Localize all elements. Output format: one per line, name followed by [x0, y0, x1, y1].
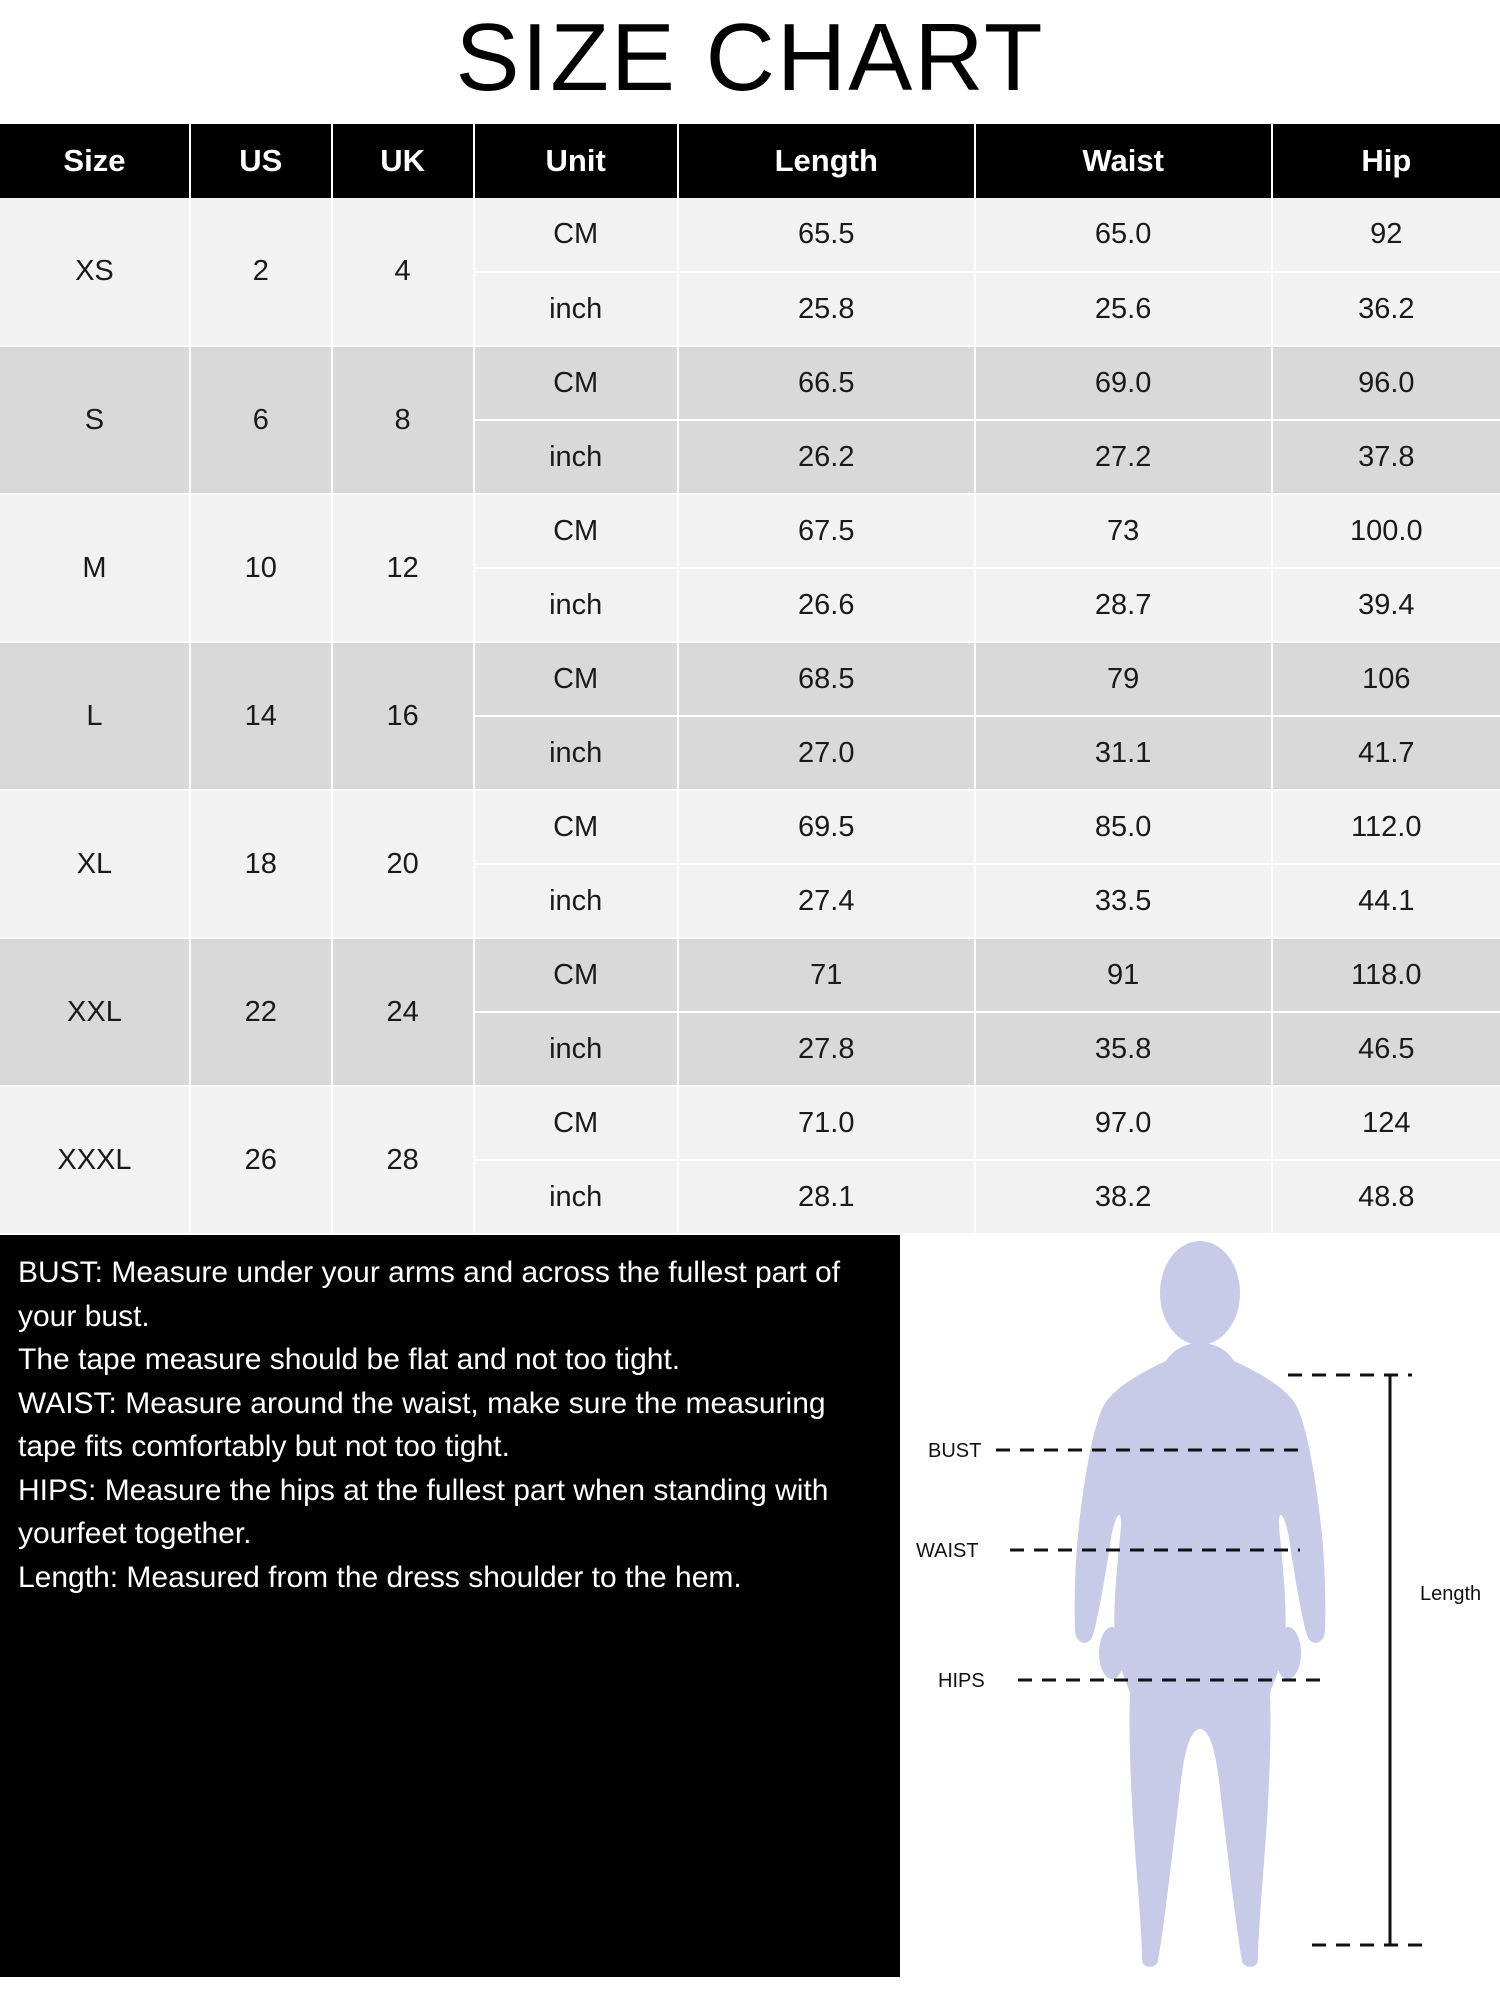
cell-unit: CM: [474, 198, 678, 272]
cell-hip: 41.7: [1272, 716, 1500, 790]
table-row: [0, 642, 1500, 716]
cell-unit: inch: [474, 568, 678, 642]
cell-unit: CM: [474, 938, 678, 1012]
cell-unit: inch: [474, 716, 678, 790]
cell-uk: 20: [332, 790, 474, 938]
measure-instructions-section: [0, 1235, 1500, 1977]
col-header-hip: Hip: [1272, 124, 1500, 198]
table-row: [0, 198, 1500, 272]
table-row: [0, 938, 1500, 1012]
cell-length: 27.4: [678, 864, 975, 938]
note-length: Length: Measured from the dress shoulder to the hem.: [18, 1560, 742, 1594]
cell-size: XXL: [0, 938, 190, 1086]
col-header-waist: Waist: [975, 124, 1272, 198]
cell-unit: CM: [474, 346, 678, 420]
cell-length: 69.5: [678, 790, 975, 864]
cell-waist: 35.8: [975, 1012, 1272, 1086]
cell-length: 27.8: [678, 1012, 975, 1086]
size-chart-table: [0, 124, 1500, 1235]
table-header-row: [0, 124, 1500, 198]
cell-hip: 92: [1272, 198, 1500, 272]
cell-waist: 25.6: [975, 272, 1272, 346]
cell-waist: 31.1: [975, 716, 1272, 790]
cell-uk: 28: [332, 1086, 474, 1234]
table-row: [0, 346, 1500, 420]
figure-label-length: Length: [1420, 1583, 1482, 1605]
body-measure-diagram: [900, 1235, 1500, 1977]
cell-us: 6: [190, 346, 332, 494]
col-header-length: Length: [678, 124, 975, 198]
cell-waist: 33.5: [975, 864, 1272, 938]
cell-hip: 39.4: [1272, 568, 1500, 642]
cell-hip: 44.1: [1272, 864, 1500, 938]
cell-waist: 85.0: [975, 790, 1272, 864]
cell-size: L: [0, 642, 190, 790]
cell-waist: 28.7: [975, 568, 1272, 642]
cell-length: 65.5: [678, 198, 975, 272]
table-row: [0, 1086, 1500, 1160]
cell-waist: 97.0: [975, 1086, 1272, 1160]
cell-unit: CM: [474, 642, 678, 716]
cell-uk: 24: [332, 938, 474, 1086]
cell-us: 18: [190, 790, 332, 938]
cell-size: S: [0, 346, 190, 494]
cell-us: 22: [190, 938, 332, 1086]
cell-length: 71.0: [678, 1086, 975, 1160]
cell-hip: 106: [1272, 642, 1500, 716]
cell-length: 71: [678, 938, 975, 1012]
cell-uk: 16: [332, 642, 474, 790]
col-header-us: US: [190, 124, 332, 198]
cell-waist: 38.2: [975, 1160, 1272, 1234]
cell-length: 68.5: [678, 642, 975, 716]
cell-waist: 79: [975, 642, 1272, 716]
note-tape: The tape measure should be flat and not too tight.: [18, 1343, 681, 1376]
female-silhouette-icon: [1075, 1241, 1326, 1967]
cell-length: 28.1: [678, 1160, 975, 1234]
cell-hip: 100.0: [1272, 494, 1500, 568]
cell-unit: CM: [474, 1086, 678, 1160]
col-header-uk: UK: [332, 124, 474, 198]
figure-label-waist: WAIST: [916, 1540, 979, 1562]
cell-us: 14: [190, 642, 332, 790]
cell-hip: 96.0: [1272, 346, 1500, 420]
cell-waist: 73: [975, 494, 1272, 568]
cell-unit: inch: [474, 864, 678, 938]
cell-length: 25.8: [678, 272, 975, 346]
cell-waist: 65.0: [975, 198, 1272, 272]
cell-waist: 91: [975, 938, 1272, 1012]
cell-hip: 48.8: [1272, 1160, 1500, 1234]
cell-hip: 36.2: [1272, 272, 1500, 346]
cell-unit: CM: [474, 790, 678, 864]
cell-length: 66.5: [678, 346, 975, 420]
cell-hip: 37.8: [1272, 420, 1500, 494]
cell-size: XXXL: [0, 1086, 190, 1234]
table-row: [0, 790, 1500, 864]
cell-unit: inch: [474, 420, 678, 494]
cell-uk: 8: [332, 346, 474, 494]
col-header-size: Size: [0, 124, 190, 198]
cell-unit: inch: [474, 1012, 678, 1086]
cell-size: XS: [0, 198, 190, 346]
cell-length: 27.0: [678, 716, 975, 790]
cell-uk: 4: [332, 198, 474, 346]
cell-waist: 27.2: [975, 420, 1272, 494]
body-figure-pane: [900, 1235, 1500, 1977]
figure-label-bust: BUST: [928, 1440, 982, 1462]
note-waist: WAIST: Measure around the waist, make sure the measuring tape fits comfortably but not too tight.: [18, 1386, 826, 1463]
cell-unit: inch: [474, 272, 678, 346]
table-row: [0, 494, 1500, 568]
cell-uk: 12: [332, 494, 474, 642]
cell-hip: 118.0: [1272, 938, 1500, 1012]
cell-hip: 46.5: [1272, 1012, 1500, 1086]
cell-us: 2: [190, 198, 332, 346]
cell-hip: 112.0: [1272, 790, 1500, 864]
cell-waist: 69.0: [975, 346, 1272, 420]
figure-label-hips: HIPS: [938, 1670, 985, 1692]
cell-size: M: [0, 494, 190, 642]
cell-unit: CM: [474, 494, 678, 568]
note-hips: HIPS: Measure the hips at the fullest part when standing with yourfeet together.: [18, 1473, 829, 1550]
page-title: SIZE CHART: [455, 4, 1045, 111]
col-header-unit: Unit: [474, 124, 678, 198]
cell-length: 26.2: [678, 420, 975, 494]
measurement-notes: [0, 1235, 900, 1977]
note-bust: BUST: Measure under your arms and across the fullest part of your bust.: [18, 1256, 841, 1333]
cell-length: 26.6: [678, 568, 975, 642]
cell-hip: 124: [1272, 1086, 1500, 1160]
cell-us: 10: [190, 494, 332, 642]
cell-length: 67.5: [678, 494, 975, 568]
cell-us: 26: [190, 1086, 332, 1234]
cell-size: XL: [0, 790, 190, 938]
cell-unit: inch: [474, 1160, 678, 1234]
